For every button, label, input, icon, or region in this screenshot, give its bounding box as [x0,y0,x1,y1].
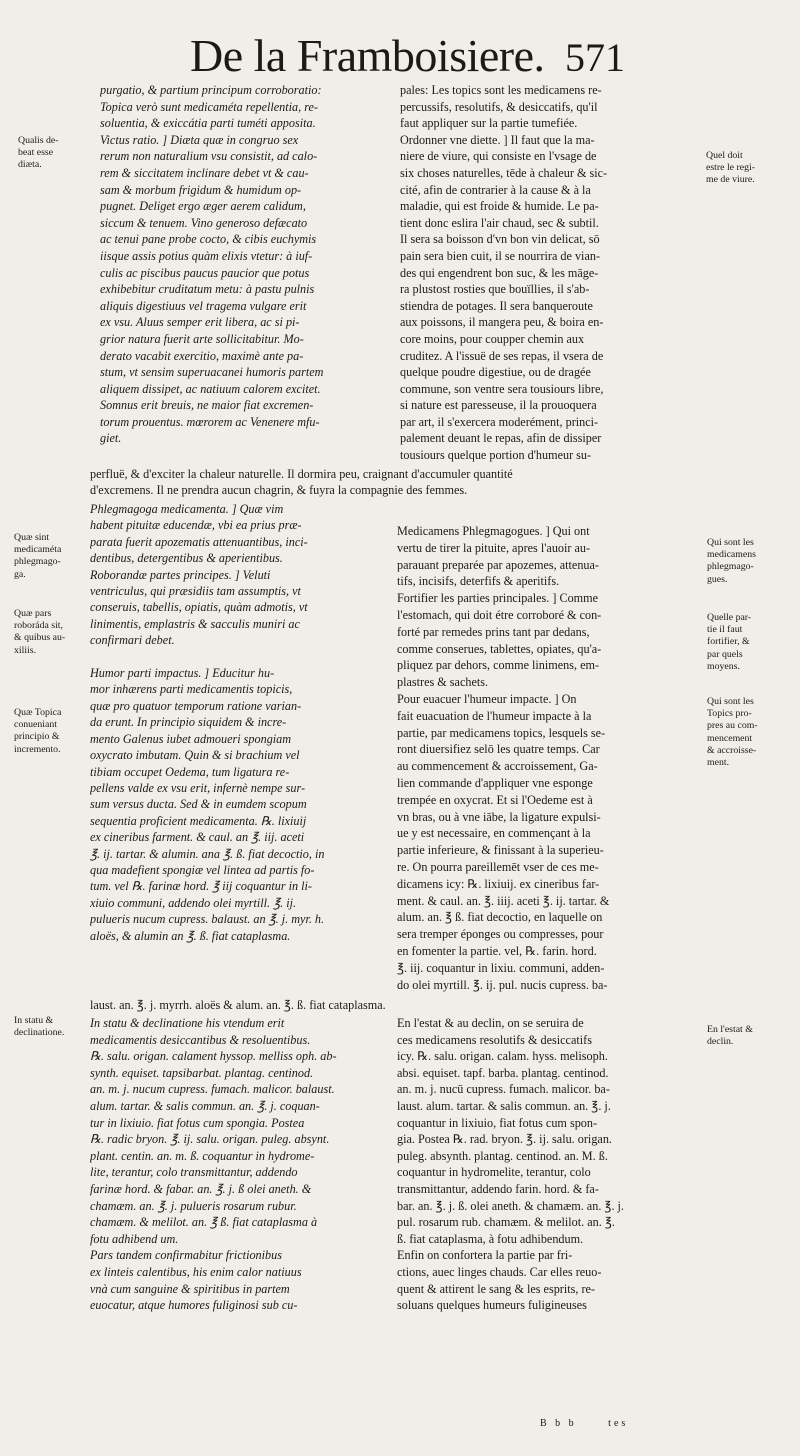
text-line: absi. equiset. tapf. barba. plantag. centinod. [397,1065,609,1080]
text-line: d'excremens. Il ne prendra aucun chagrin, & fuyra la compagnie des femmes. [90,483,468,497]
text-line: torum prouentus. mœrorem ac Venenere mfu- [100,414,320,429]
text-line: tie il faut [707,624,743,636]
latin-column-bottom [90,1015,392,1314]
text-line: pales: Les topics sont les medicamens re- [400,83,602,97]
text-line: ue y est necessaire, en commençant à la [397,826,591,841]
text-line: roboráda sit, [14,620,63,632]
text-line: parauant preparée par apozemes, attenua- [397,557,599,572]
text-line: siccum & tenuem. Vino generoso defæcato [100,215,308,230]
text-line: sequentia proficient medicamenta. ℞. lixiuij [90,813,307,828]
text-line: soluentia, & exiccátia parti tuméti apposita. [100,116,316,131]
latin-column-top [100,82,400,447]
text-line: cruditez. A l'issuë de ses repas, il vsera de [400,348,604,363]
text-line: an. m. j. nucū cupress. fumach. malicor. ba- [397,1082,610,1097]
text-line: forté par remedes prins tant par dedans, [397,624,590,639]
text-line: derato vacabit exercitio, maximè ante pa- [100,348,304,363]
text-line: phlegmago- [14,556,61,568]
text-line: principio & [14,731,60,743]
text-line: coquantur in lixiuio, fiat fotus cum spon- [397,1115,598,1130]
french-column-top [400,82,700,464]
text-line: Quæ Topica [14,707,62,718]
text-line: gues. [707,573,728,585]
text-line: ga. [14,568,26,580]
text-line: pellens valde ex vsu erit, infernè nempe sur- [90,780,306,795]
text-line: ces medicamens resolutifs & desiccatifs [397,1032,592,1047]
text-line: six choses naturelles, tēde à chaleur & sic- [400,165,608,180]
text-line: trempée en oxycrat. Et si l'Oedeme est à [397,792,593,807]
full-width-text [90,466,750,498]
text-line: cité, afin de contrarier à la cause & à la [400,182,591,197]
text-line: estre le regi- [706,162,755,174]
text-line: niere de viure, qui consiste en l'vsage de [400,149,597,164]
text-line: ment. & caul. an. ℥. iiij. aceti ℥. ij. tartar. & [397,893,610,908]
text-line: stum, vt sensim superuacanei humoris partem [100,365,324,380]
text-line: tibiam occupet Oedema, tum ligatura re- [90,764,290,779]
text-line: synth. equiset. tapsibarbat. plantag. centinod. [90,1065,314,1080]
text-line: declin. [707,1036,734,1048]
text-line: Somnus erit breuis, ne maior fiat excremen- [100,398,314,413]
text-line: en fomenter la partie. vel, ℞. farin. hord. [397,943,597,958]
text-line: tifs, incisifs, deterfifs & aperitifs. [397,574,560,589]
text-line: In statu & declinatione his vtendum erit [90,1016,285,1030]
text-line: En l'estat & au declin, on se seruira de [397,1016,584,1030]
text-line: pliquez par dehors, comme linimens, em- [397,658,600,673]
text-line: declinatione. [14,1027,65,1039]
text-line: pain sera bien cuit, il se nourrira de vian- [400,248,601,263]
text-line: confirmari debet. [90,633,175,648]
text-line: Qualis de- [18,135,59,146]
text-line: chamæm. an. ℥. j. pulueris rosarum rubur. [90,1198,297,1213]
text-line: Fortifier les parties principales. ] Comme [397,591,599,606]
signature-mark: B b b [540,1418,577,1429]
text-line: sera tremper éponges ou compresses, pour [397,927,604,942]
text-line: dentibus, detergentibus & aperientibus. [90,551,283,566]
text-line: aliquem dissipet, ac natiuum calorem excitet. [100,381,321,396]
text-line: pugnet. Deliget ergo æger aerem calidum, [100,199,306,214]
text-line: & quibus au- [14,632,66,644]
text-line: Humor parti impactus. ] Educitur hu- [90,666,275,681]
text-line: maladie, qui est froide & humide. Le pa- [400,199,599,214]
text-line: ac tenui pane probe cocto, & cibis euchymis [100,232,317,247]
text-line: me de viure. [706,174,755,186]
text-line: aliquis digestiuus vel tragema vulgare erit [100,298,307,313]
right-margin-note [707,1024,753,1048]
text-line: exhibebitur cruditatum metu: à pastu pulnis [100,282,315,297]
text-line: Pour euacuer l'humeur impacte. ] On [397,691,577,706]
text-line: Phlegmagoga medicamenta. ] Quæ vim [90,502,284,516]
text-line: beat esse [18,147,54,159]
text-line: Topica verò sunt medicaméta repellentia, re- [100,99,318,114]
text-line: palement deuant le repas, afin de dissiper [400,431,602,446]
text-line: tur in lixiuio. fiat fotus cum spongia. Postea [90,1115,305,1130]
text-line: re. On pourra pareillemēt vser de ces me- [397,859,599,874]
text-line: Quelle par- [707,612,752,623]
text-line: lien commande d'appliquer vne esponge [397,775,593,790]
text-line: sam & morbum frigidum & humidum op- [100,182,302,197]
text-line: percussifs, resolutifs, & desiccatifs, qu'il [400,99,598,114]
text-line: plastres & sachets. [397,675,489,690]
text-line: Qui sont les [707,696,754,707]
text-line: conueniant [14,719,57,731]
text-line: ront diuersifiez selō les quatre temps. Car [397,742,600,757]
french-column-middle [397,523,702,993]
text-line: plant. centin. an. m. ß. coquantur in hydrome- [90,1148,315,1163]
text-line: chamæm. & melilot. an. ℥ ß. fiat cataplasma à [90,1215,318,1230]
text-line: fotu adhibend um. [90,1231,179,1246]
text-line: fait euacuation de l'humeur impacte à la [397,708,592,723]
left-margin-note [18,135,59,172]
text-line: ex linteis calentibus, his enim calor natiuus [90,1264,302,1279]
text-line: alum. an. ℥ ß. fiat decoctio, en laquelle on [397,910,603,925]
latin-column-middle [90,501,392,944]
text-line: In statu & [14,1015,54,1026]
text-line: fortifier, & [707,636,750,648]
text-line: purgatio, & partium principum corroboratio: [100,83,322,97]
right-margin-note [707,612,751,673]
text-line: incremento. [14,743,61,755]
text-line: ℥. iij. coquantur in lixiu. communi, adden- [397,960,605,975]
text-line: quent & attirent le sang & les esprits, re- [397,1281,595,1296]
text-line: mencement [707,732,753,744]
text-line: perfluë, & d'exciter la chaleur naturelle. Il dormira peu, craignant d'accumuler quantité [90,467,513,481]
text-line: comme conserues, tablettes, opiates, qu'a- [397,641,602,656]
left-margin-note [14,707,61,756]
text-line: pulueris nucum cupress. balaust. an ℥. j. myr. h. [90,912,325,927]
french-column-bottom [397,1015,702,1314]
text-line: euocatur, atque humores fuliginosi sub cu- [90,1298,298,1313]
text-line: medicaméta [14,544,62,556]
text-line: aux poissons, il mangera peu, & boira en- [400,315,604,330]
text-line: Topics pro- [707,708,752,720]
text-line: vn bras, ou à vne iābe, la ligature expulsi- [397,809,601,824]
text-line: iisque assis potius quàm elixis vtetur: à iuf- [100,248,313,263]
text-line: giet. [100,431,122,446]
text-line: pul. rosarum rub. chamæm. & melilot. an. ℥. [397,1215,615,1230]
text-line: puleg. absynth. plantag. centinod. an. M. ß. [397,1148,608,1163]
text-line: ex cineribus farment. & caul. an ℥. iij. aceti [90,830,305,845]
page-footer [540,1418,628,1429]
text-line: Quæ pars [14,608,52,619]
text-line: ventriculus, qui præsidiis tam assumptis, vt [90,584,301,599]
text-line: xiliis. [14,644,37,656]
text-line: ra plustost rosties que bouïllies, il s'ab- [400,282,590,297]
text-line: ex vsu. Aluus semper erit libera, ac si pi- [100,315,300,330]
right-margin-note [707,537,756,586]
text-line: ß. fiat cataplasma, à fotu adhibendum. [397,1231,584,1246]
text-line: aloës, & alumin an ℥. ß. fiat cataplasma. [90,928,291,943]
text-line: Ordonner vne diette. ] Il faut que la ma- [400,132,595,147]
catchword: tes [608,1418,629,1429]
text-line [90,649,392,665]
text-line: lite, terantur, colo transmittantur, addendo [90,1165,298,1180]
page-header [190,28,670,88]
text-line: Qui sont les [707,537,754,548]
text-line: soluans quelques humeurs fuligineuses [397,1298,587,1313]
text-line: ment. [707,757,730,769]
text-line: Quel doit [706,150,743,161]
text-line: da erunt. In principio siquidem & incre- [90,715,287,730]
text-line: habent pituitæ educendæ, vbi ea prius præ- [90,518,302,533]
text-line: gia. Postea ℞. rad. bryon. ℥. ij. salu. origan. [397,1132,612,1147]
text-line: faut appliquer sur la partie tumefiée. [400,116,578,131]
text-line: au commencement & accroissement, Ga- [397,759,598,774]
text-line: tient donc eslira l'air chaud, sec & subtil. [400,215,599,230]
text-line: Pars tandem confirmabitur frictionibus [90,1248,282,1263]
text-line: quæ pro quatuor temporum ratione varian- [90,698,302,713]
text-line: Quæ sint [14,532,50,543]
text-line: moyens. [707,660,740,672]
text-line: rem & siccitatem inclinare debet vt & cau- [100,165,309,180]
text-line: grior natura fuerit arte sollicitabitur. Mo- [100,331,304,346]
text-line: Medicamens Phlegmagogues. ] Qui ont [397,524,590,538]
text-line: qua madefient spongiæ vel lintea ad partis fo- [90,862,315,877]
right-margin-note [707,696,758,769]
text-line: tousiours quelque portion d'humeur su- [400,448,592,463]
text-line: Victus ratio. ] Diæta quæ in congruo sex [100,132,299,147]
text-line: transmittantur, addendo farin. hord. & fa- [397,1181,599,1196]
text-line: si nature est paresseuse, il la prouoquera [400,398,597,413]
text-line: Roborandæ partes principes. ] Veluti [90,567,271,582]
text-line: conseruis, tabellis, opiatis, quàm admotis, vt [90,600,308,615]
text-line: coquantur in hydromelite, terantur, colo [397,1165,591,1180]
text-line: commune, son ventre sera tousiours libre, [400,381,604,396]
text-line: l'estomach, qui doit étre corroboré & con- [397,607,602,622]
left-margin-note [14,532,61,581]
text-line: laust. alum. tartar. & salis commun. an. ℥. j. [397,1098,611,1113]
left-margin-note [14,1015,64,1039]
right-margin-note [706,150,755,187]
text-line: diæta. [18,159,42,171]
text-line: bar. an. ℥. j. ß. olei aneth. & chamæm. an. ℥. j. [397,1198,624,1213]
text-line: ℞. salu. origan. calament hyssop. melliss oph. ab- [90,1049,337,1064]
text-line: En l'estat & [707,1024,753,1035]
text-line: oxycrato imbutam. Quin & si brachium vel [90,748,300,763]
text-line: stiendra de potages. Il sera banqueroute [400,298,593,313]
text-line: tum. vel ℞. farinæ hord. ℥ iij coquantur in li- [90,879,312,894]
text-line: sum versus ducta. Sed & in eumdem scopum [90,797,307,812]
text-line: ctions, auec linges chauds. Car elles reuo- [397,1264,602,1279]
text-line: culis ac piscibus paucus paucior que potus [100,265,310,280]
left-margin-note [14,608,65,657]
text-line: vertu de tirer la pituite, apres l'auoir au- [397,540,591,555]
text-line: & accroisse- [707,744,757,756]
text-line: rerum non naturalium vsu consistit, ad calo- [100,149,318,164]
text-line: vnà cum sanguine & spiritibus in partem [90,1281,290,1296]
text-line: ℥. ij. tartar. & alumin. ana ℥. ß. fiat decoctio, in [90,846,325,861]
text-line: linimentis, emplastris & sacculis muniri ac [90,616,300,631]
running-title: De la Framboisiere. [190,30,545,81]
text-line: mento Galenus iubet admoueri spongiam [90,731,292,746]
text-line: phlegmago- [707,561,754,573]
text-line: core moins, pour coupper chemin aux [400,331,585,346]
text-line: par art, il s'exercera moderément, princi- [400,414,599,429]
text-line: partie inferieure, & finissant à la superieu- [397,843,604,858]
text-line: xiuio communi, addendo olei myrtill. ℥. ij. [90,895,297,910]
text-line: mor inhærens parti medicamentis topicis, [90,682,293,697]
page-number: 571 [565,35,625,80]
text-line: an. m. j. nucum cupress. fumach. malicor. balaust. [90,1082,335,1097]
text-line: medicamentis desiccantibus & resoluentibus. [90,1032,311,1047]
text-line: pres au com- [707,720,758,732]
full-width-text-2: laust. an. ℥. j. myrrh. aloës & alum. an. ℥. ß. fiat cataplasma. [90,998,386,1012]
text-line: Enfin on confortera la partie par fri- [397,1248,573,1263]
text-line: des qui engendrent bon suc, & les māge- [400,265,599,280]
text-line: farinæ hord. & fabar. an. ℥. j. ß olei aneth. & [90,1181,312,1196]
text-line: Il sera sa boisson d'vn bon vin delicat, sō [400,232,600,247]
text-line: medicamens [707,549,756,561]
text-line: icy. ℞. salu. origan. calam. hyss. melisoph. [397,1049,608,1064]
text-line: parata fuerit apozematis attenuantibus, inci- [90,534,308,549]
text-line: dicamens icy: ℞. lixiuij. ex cineribus far- [397,876,600,891]
text-line: do olei myrtill. ℥. ij. pul. nucis cupress. ba- [397,977,608,992]
text-line: alum. tartar. & salis commun. an. ℥. j. coquan- [90,1098,320,1113]
text-line: ℞. radic bryon. ℥. ij. salu. origan. puleg. absynt. [90,1132,330,1147]
text-line: quelque poudre digestiue, ou de dragée [400,365,591,380]
text-line: par quels [707,648,743,660]
text-line: partie, par medicamens topics, lesquels se- [397,725,606,740]
